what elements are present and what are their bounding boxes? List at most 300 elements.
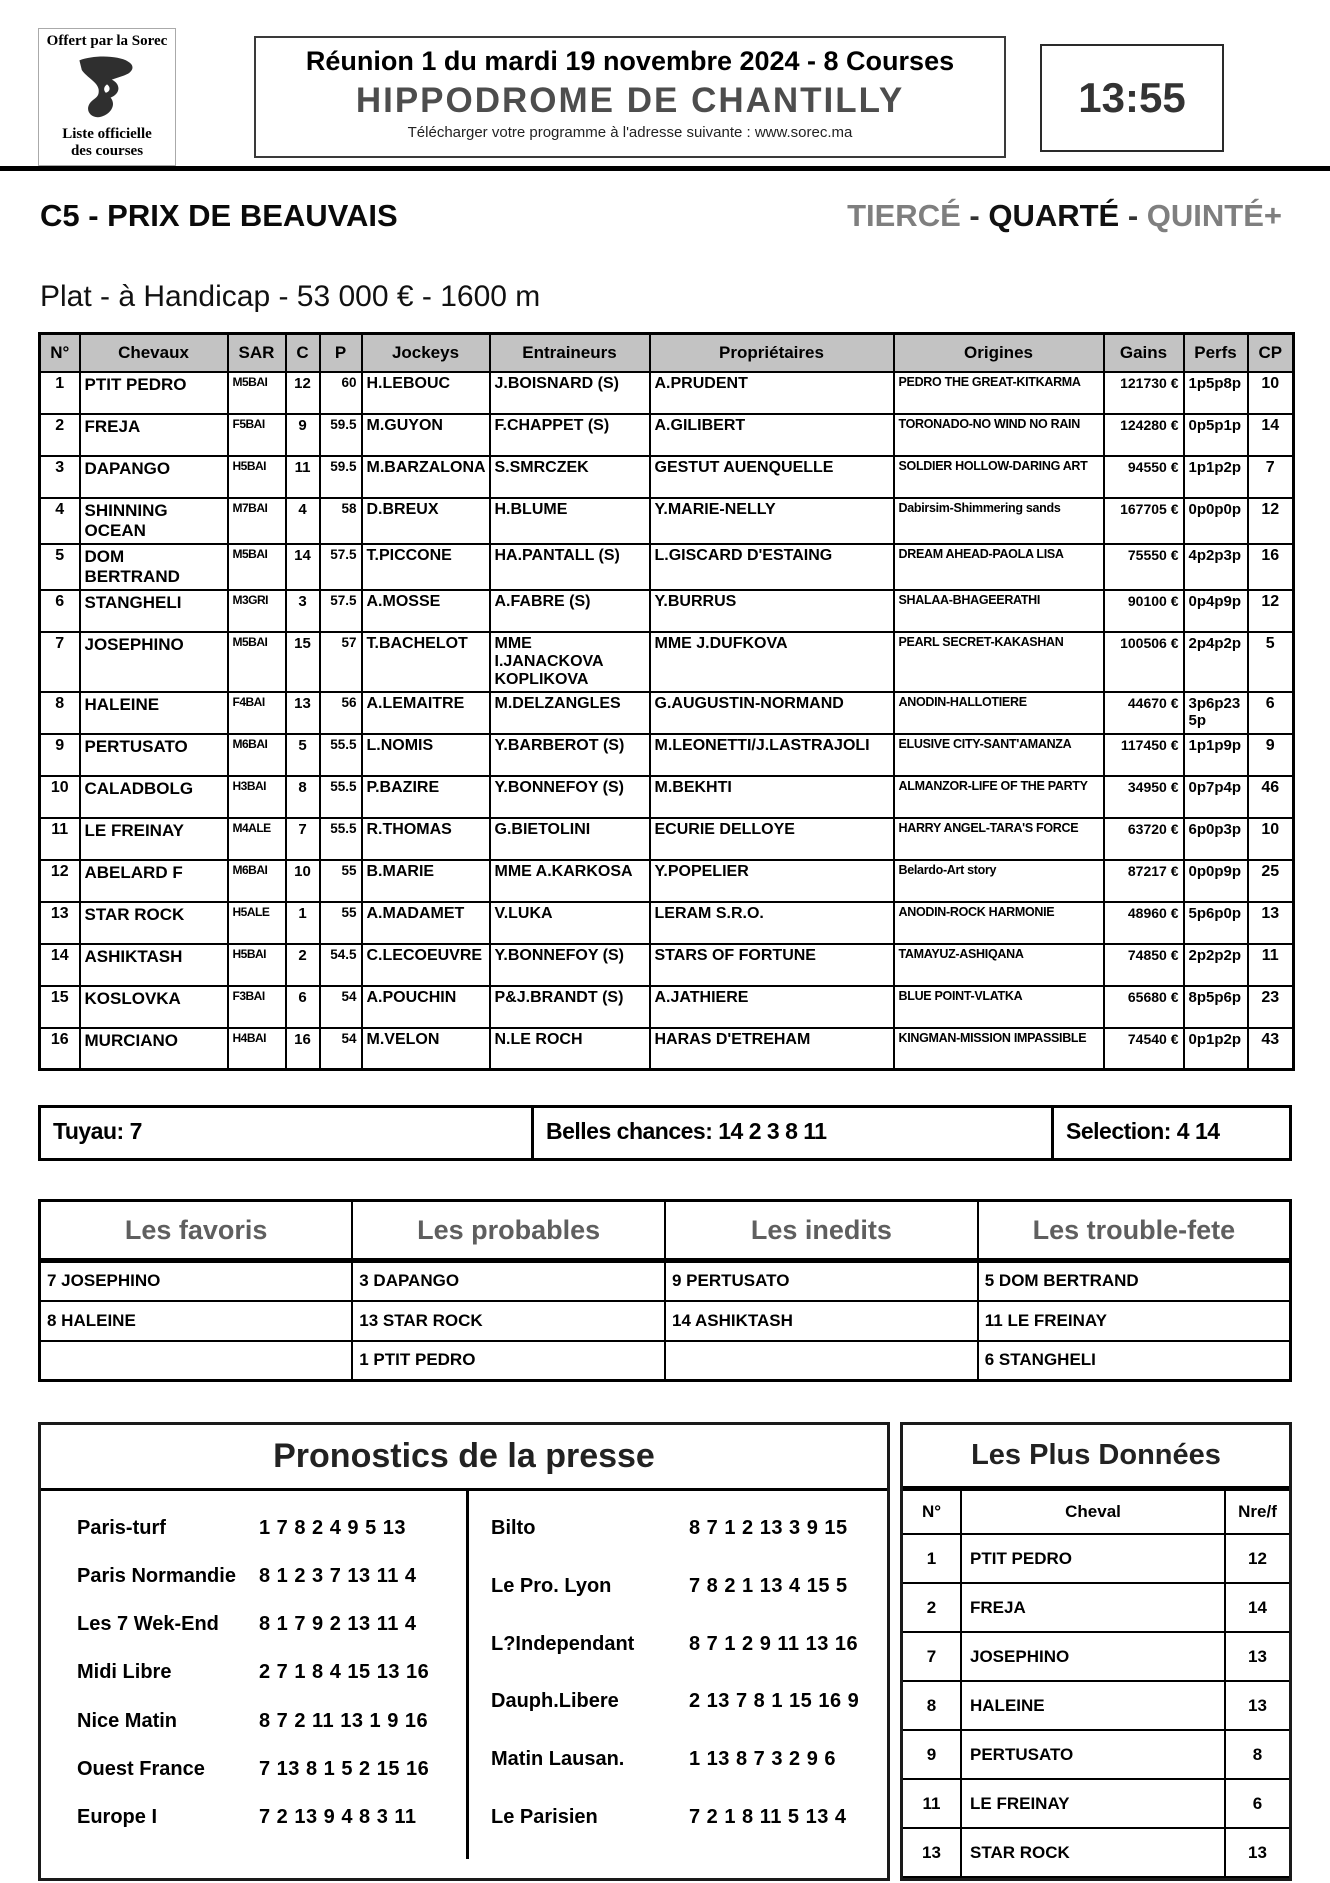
race-conditions: Plat - à Handicap - 53 000 € - 1600 m (40, 280, 541, 313)
pick-cell: 11 LE FREINAY (978, 1301, 1291, 1341)
given-col-count: Nre/f (1225, 1490, 1289, 1534)
runner-c: 15 (286, 632, 320, 692)
runner-trainer: Y.BONNEFOY (S) (490, 776, 650, 818)
runner-perfs: 1p1p9p (1184, 734, 1248, 776)
runner-sar: M6BAI (228, 734, 286, 776)
pick-cell: 14 ASHIKTASH (665, 1301, 978, 1341)
bet-type-quarte: QUARTÉ (988, 198, 1120, 233)
table-row (40, 1028, 1294, 1070)
table-row (903, 1632, 1289, 1681)
list-item (469, 1633, 887, 1656)
runner-trainer: F.CHAPPET (S) (490, 414, 650, 456)
runner-trainer: M.DELZANGLES (490, 692, 650, 734)
col-cp: CP (1248, 334, 1294, 372)
press-column-right (469, 1491, 887, 1859)
runner-horse-name: JOSEPHINO (80, 632, 228, 692)
runner-cp: 25 (1248, 860, 1294, 902)
runner-cp: 11 (1248, 944, 1294, 986)
press-picks-numbers: 7 8 2 1 13 4 15 5 (689, 1574, 848, 1597)
runner-gains: 65680 € (1104, 986, 1184, 1028)
runner-perfs: 1p1p2p (1184, 456, 1248, 498)
given-horse-name: HALEINE (961, 1681, 1225, 1730)
pick-cell: 6 STANGHELI (978, 1341, 1291, 1381)
runner-trainer: HA.PANTALL (S) (490, 544, 650, 590)
tip-belles-chances: Belles chances: 14 2 3 8 11 (531, 1108, 1051, 1158)
runner-perfs: 2p4p2p (1184, 632, 1248, 692)
runner-owner: M.LEONETTI/J.LASTRAJOLI (650, 734, 894, 776)
runner-weight: 54 (320, 986, 362, 1028)
table-row (40, 818, 1294, 860)
runner-weight: 55 (320, 902, 362, 944)
runner-sar: M3GRI (228, 590, 286, 632)
runner-gains: 34950 € (1104, 776, 1184, 818)
runner-c: 5 (286, 734, 320, 776)
runner-jockey: H.LEBOUC (362, 372, 490, 414)
runner-weight: 55 (320, 860, 362, 902)
runner-owner: Y.POPELIER (650, 860, 894, 902)
col-horses: Chevaux (80, 334, 228, 372)
runner-trainer: Y.BONNEFOY (S) (490, 944, 650, 986)
table-row (903, 1730, 1289, 1779)
runner-owner: M.BEKHTI (650, 776, 894, 818)
given-horse-name: JOSEPHINO (961, 1632, 1225, 1681)
runner-gains: 74850 € (1104, 944, 1184, 986)
press-source-name: Bilto (491, 1517, 536, 1539)
runner-perfs: 3p6p235p (1184, 692, 1248, 734)
table-row (40, 692, 1294, 734)
press-picks-numbers: 2 7 1 8 4 15 13 16 (259, 1661, 430, 1684)
press-source-name: Le Parisien (491, 1805, 598, 1828)
bet-types (847, 198, 1282, 234)
runner-weight: 55.5 (320, 818, 362, 860)
sorec-logo (38, 28, 176, 166)
runner-number: 3 (40, 456, 80, 498)
runner-sar: M7BAI (228, 498, 286, 544)
given-horse-name: PERTUSATO (961, 1730, 1225, 1779)
runner-jockey: C.LECOEUVRE (362, 944, 490, 986)
runner-sar: F5BAI (228, 414, 286, 456)
runner-trainer: MME A.KARKOSA (490, 860, 650, 902)
runner-jockey: M.GUYON (362, 414, 490, 456)
given-count: 8 (1225, 1730, 1289, 1779)
runner-origins: BLUE POINT-VLATKA (894, 986, 1104, 1028)
table-row (40, 498, 1294, 544)
col-c: C (286, 334, 320, 372)
col-jockeys: Jockeys (362, 334, 490, 372)
bet-separator-2: - (1119, 198, 1147, 233)
runner-gains: 44670 € (1104, 692, 1184, 734)
press-source-name: Ouest France (77, 1757, 205, 1780)
runner-number: 9 (40, 734, 80, 776)
runner-sar: M5BAI (228, 372, 286, 414)
runner-origins: ANODIN-HALLOTIERE (894, 692, 1104, 734)
runner-weight: 57.5 (320, 544, 362, 590)
runner-owner: ECURIE DELLOYE (650, 818, 894, 860)
given-count: 13 (1225, 1828, 1289, 1877)
given-count: 12 (1225, 1534, 1289, 1583)
runner-origins: Belardo-Art story (894, 860, 1104, 902)
table-row (903, 1681, 1289, 1730)
given-horse-number: 11 (903, 1779, 961, 1828)
pick-cell: 1 PTIT PEDRO (352, 1341, 665, 1381)
table-row (40, 944, 1294, 986)
runner-owner: Y.MARIE-NELLY (650, 498, 894, 544)
press-picks-numbers: 7 13 8 1 5 2 15 16 (259, 1757, 430, 1780)
tip-selection: Selection: 4 14 (1051, 1108, 1289, 1158)
runner-c: 1 (286, 902, 320, 944)
given-horse-number: 1 (903, 1534, 961, 1583)
runner-trainer: MME I.JANACKOVA KOPLIKOVA (490, 632, 650, 692)
table-row (40, 986, 1294, 1028)
runner-horse-name: PERTUSATO (80, 734, 228, 776)
given-horse-name: LE FREINAY (961, 1779, 1225, 1828)
pick-cell: 9 PERTUSATO (665, 1261, 978, 1301)
runner-jockey: B.MARIE (362, 860, 490, 902)
col-number: N° (40, 334, 80, 372)
given-count: 13 (1225, 1681, 1289, 1730)
runner-owner: HARAS D'ETREHAM (650, 1028, 894, 1070)
race-time-box (1040, 44, 1224, 152)
runner-jockey: A.MOSSE (362, 590, 490, 632)
col-p: P (320, 334, 362, 372)
runner-sar: H3BAI (228, 776, 286, 818)
runner-perfs: 0p0p0p (1184, 498, 1248, 544)
table-row (40, 860, 1294, 902)
runner-perfs: 0p0p9p (1184, 860, 1248, 902)
press-picks-numbers: 8 7 2 11 13 1 9 16 (259, 1709, 429, 1732)
runner-c: 7 (286, 818, 320, 860)
table-row (903, 1534, 1289, 1583)
runner-origins: HARRY ANGEL-TARA'S FORCE (894, 818, 1104, 860)
runner-weight: 57 (320, 632, 362, 692)
list-item (469, 1748, 887, 1771)
press-picks-numbers: 8 7 1 2 13 3 9 15 (689, 1517, 848, 1539)
runner-origins: ANODIN-ROCK HARMONIE (894, 902, 1104, 944)
table-row (40, 1261, 1291, 1301)
table-row (40, 590, 1294, 632)
runner-weight: 59.5 (320, 414, 362, 456)
runner-perfs: 4p2p3p (1184, 544, 1248, 590)
runner-origins: TAMAYUZ-ASHIQANA (894, 944, 1104, 986)
runner-jockey: D.BREUX (362, 498, 490, 544)
runner-gains: 121730 € (1104, 372, 1184, 414)
runner-perfs: 0p7p4p (1184, 776, 1248, 818)
given-col-horse: Cheval (961, 1490, 1225, 1534)
runner-origins: ALMANZOR-LIFE OF THE PARTY (894, 776, 1104, 818)
pick-cell: 3 DAPANGO (352, 1261, 665, 1301)
runner-number: 5 (40, 544, 80, 590)
given-horse-number: 13 (903, 1828, 961, 1877)
runner-trainer: N.LE ROCH (490, 1028, 650, 1070)
table-row (40, 776, 1294, 818)
runner-owner: A.JATHIERE (650, 986, 894, 1028)
list-item (469, 1517, 887, 1540)
table-row (40, 544, 1294, 590)
meeting-title: Réunion 1 du mardi 19 novembre 2024 - 8 Courses (305, 46, 955, 76)
press-picks-numbers: 1 7 8 2 4 9 5 13 (259, 1517, 407, 1539)
picks-table (38, 1199, 1292, 1382)
runner-origins: PEDRO THE GREAT-KITKARMA (894, 372, 1104, 414)
runner-cp: 12 (1248, 590, 1294, 632)
picks-col-inedits: Les inedits (665, 1201, 978, 1261)
runner-trainer: S.SMRCZEK (490, 456, 650, 498)
race-title: C5 - PRIX DE BEAUVAIS (40, 198, 398, 233)
tip-tuyau: Tuyau: 7 (53, 1118, 142, 1144)
pick-cell (665, 1341, 978, 1381)
runner-weight: 57.5 (320, 590, 362, 632)
runner-sar: F4BAI (228, 692, 286, 734)
given-count: 13 (1225, 1632, 1289, 1681)
runner-gains: 63720 € (1104, 818, 1184, 860)
press-picks-numbers: 8 1 2 3 7 13 11 4 (259, 1565, 417, 1588)
runner-c: 12 (286, 372, 320, 414)
race-title-row (40, 198, 1282, 234)
runner-sar: M6BAI (228, 860, 286, 902)
runner-number: 11 (40, 818, 80, 860)
table-row (40, 456, 1294, 498)
table-row (40, 632, 1294, 692)
runner-horse-name: HALEINE (80, 692, 228, 734)
list-item (41, 1565, 466, 1588)
runner-jockey: A.POUCHIN (362, 986, 490, 1028)
col-owners: Propriétaires (650, 334, 894, 372)
runner-perfs: 0p5p1p (1184, 414, 1248, 456)
race-time: 13:55 (1078, 74, 1186, 121)
press-source-name: Paris-turf (77, 1517, 166, 1539)
runners-table (38, 332, 1295, 1071)
runner-gains: 100506 € (1104, 632, 1184, 692)
press-columns (41, 1491, 887, 1859)
runner-perfs: 2p2p2p (1184, 944, 1248, 986)
pick-cell: 7 JOSEPHINO (40, 1261, 353, 1301)
runner-cp: 10 (1248, 818, 1294, 860)
list-item (41, 1806, 466, 1829)
runner-number: 16 (40, 1028, 80, 1070)
runner-trainer: V.LUKA (490, 902, 650, 944)
runner-perfs: 1p5p8p (1184, 372, 1248, 414)
bet-type-quinte: QUINTÉ+ (1146, 198, 1282, 233)
col-perfs: Perfs (1184, 334, 1248, 372)
bet-type-tierce: TIERCÉ (847, 198, 961, 233)
runner-jockey: R.THOMAS (362, 818, 490, 860)
runner-owner: MME J.DUFKOVA (650, 632, 894, 692)
runner-owner: GESTUT AUENQUELLE (650, 456, 894, 498)
runner-perfs: 5p6p0p (1184, 902, 1248, 944)
runner-owner: A.GILIBERT (650, 414, 894, 456)
press-source-name: Les 7 Wek-End (77, 1613, 219, 1636)
table-row (903, 1828, 1289, 1877)
runner-cp: 23 (1248, 986, 1294, 1028)
runner-trainer: Y.BARBEROT (S) (490, 734, 650, 776)
runner-jockey: M.VELON (362, 1028, 490, 1070)
runner-sar: H5BAI (228, 456, 286, 498)
hippodrome-name: HIPPODROME DE CHANTILLY (355, 81, 905, 120)
pick-cell: 5 DOM BERTRAND (978, 1261, 1291, 1301)
runner-horse-name: KOSLOVKA (80, 986, 228, 1028)
runner-weight: 55.5 (320, 734, 362, 776)
pick-cell (40, 1341, 353, 1381)
table-row (40, 372, 1294, 414)
runner-owner: L.GISCARD D'ESTAING (650, 544, 894, 590)
runner-c: 8 (286, 776, 320, 818)
runner-jockey: T.BACHELOT (362, 632, 490, 692)
press-picks-numbers: 1 13 8 7 3 2 9 6 (689, 1748, 837, 1771)
runner-origins: SOLDIER HOLLOW-DARING ART (894, 456, 1104, 498)
logo-caption-bottom1: Liste officielle (62, 126, 152, 142)
runner-number: 14 (40, 944, 80, 986)
runner-cp: 46 (1248, 776, 1294, 818)
press-source-name: Nice Matin (77, 1709, 178, 1732)
tips-bar (38, 1105, 1292, 1161)
runner-cp: 43 (1248, 1028, 1294, 1070)
runner-horse-name: DAPANGO (80, 456, 228, 498)
runner-gains: 74540 € (1104, 1028, 1184, 1070)
col-trainers: Entraineurs (490, 334, 650, 372)
press-column-left (41, 1491, 469, 1859)
col-sar: SAR (228, 334, 286, 372)
runner-trainer: P&J.BRANDT (S) (490, 986, 650, 1028)
most-given-box (900, 1422, 1292, 1881)
table-row (903, 1779, 1289, 1828)
picks-body (40, 1261, 1291, 1381)
runner-weight: 58 (320, 498, 362, 544)
logo-caption-bottom2: des courses (70, 143, 144, 160)
runner-number: 7 (40, 632, 80, 692)
runner-horse-name: FREJA (80, 414, 228, 456)
runner-gains: 117450 € (1104, 734, 1184, 776)
runner-number: 6 (40, 590, 80, 632)
given-horse-name: STAR ROCK (961, 1828, 1225, 1877)
runner-number: 15 (40, 986, 80, 1028)
press-picks-numbers: 8 7 1 2 9 11 13 16 (689, 1632, 859, 1655)
given-horse-number: 2 (903, 1583, 961, 1632)
runner-jockey: L.NOMIS (362, 734, 490, 776)
press-forecasts-box (38, 1422, 890, 1881)
bottom-section (38, 1422, 1292, 1881)
runner-horse-name: ASHIKTASH (80, 944, 228, 986)
runner-perfs: 0p1p2p (1184, 1028, 1248, 1070)
runner-horse-name: STANGHELI (80, 590, 228, 632)
download-note: Télécharger votre programme à l'adresse suivante : www.sorec.ma (407, 124, 853, 141)
col-gains: Gains (1104, 334, 1184, 372)
given-horse-name: PTIT PEDRO (961, 1534, 1225, 1583)
meeting-title-box (254, 36, 1006, 158)
press-source-name: Matin Lausan. (491, 1748, 625, 1771)
runner-cp: 9 (1248, 734, 1294, 776)
runner-origins: ELUSIVE CITY-SANT'AMANZA (894, 734, 1104, 776)
list-item (41, 1613, 466, 1636)
press-source-name: Dauph.Libere (491, 1690, 619, 1713)
runner-horse-name: LE FREINAY (80, 818, 228, 860)
runner-weight: 59.5 (320, 456, 362, 498)
runner-cp: 16 (1248, 544, 1294, 590)
runner-origins: PEARL SECRET-KAKASHAN (894, 632, 1104, 692)
runner-sar: M5BAI (228, 632, 286, 692)
runner-trainer: H.BLUME (490, 498, 650, 544)
runner-sar: M5BAI (228, 544, 286, 590)
runner-weight: 56 (320, 692, 362, 734)
list-item (41, 1710, 466, 1733)
runner-owner: A.PRUDENT (650, 372, 894, 414)
press-title: Pronostics de la presse (41, 1425, 887, 1491)
runner-sar: H4BAI (228, 1028, 286, 1070)
runner-jockey: A.MADAMET (362, 902, 490, 944)
page-header (0, 0, 1330, 172)
runner-horse-name: MURCIANO (80, 1028, 228, 1070)
runner-cp: 7 (1248, 456, 1294, 498)
most-given-title: Les Plus Données (903, 1425, 1289, 1489)
most-given-header-row (903, 1490, 1289, 1534)
picks-col-favoris: Les favoris (40, 1201, 353, 1261)
runner-horse-name: PTIT PEDRO (80, 372, 228, 414)
header-divider (0, 166, 1330, 171)
runner-sar: H5BAI (228, 944, 286, 986)
runner-c: 16 (286, 1028, 320, 1070)
list-item (41, 1758, 466, 1781)
runner-jockey: A.LEMAITRE (362, 692, 490, 734)
given-horse-number: 8 (903, 1681, 961, 1730)
table-row (40, 1341, 1291, 1381)
table-row (40, 414, 1294, 456)
runner-c: 10 (286, 860, 320, 902)
runner-origins: Dabirsim-Shimmering sands (894, 498, 1104, 544)
runner-c: 3 (286, 590, 320, 632)
pick-cell: 8 HALEINE (40, 1301, 353, 1341)
press-picks-numbers: 7 2 13 9 4 8 3 11 (259, 1805, 417, 1828)
table-row (903, 1583, 1289, 1632)
runner-number: 10 (40, 776, 80, 818)
runner-weight: 54.5 (320, 944, 362, 986)
runner-origins: SHALAA-BHAGEERATHI (894, 590, 1104, 632)
runner-perfs: 0p4p9p (1184, 590, 1248, 632)
runner-gains: 94550 € (1104, 456, 1184, 498)
list-item (41, 1517, 466, 1540)
runner-number: 8 (40, 692, 80, 734)
list-item (469, 1690, 887, 1713)
bet-separator-1: - (960, 198, 989, 233)
runner-c: 14 (286, 544, 320, 590)
table-row (40, 902, 1294, 944)
given-count: 14 (1225, 1583, 1289, 1632)
runner-horse-name: STAR ROCK (80, 902, 228, 944)
runner-jockey: M.BARZALONA (362, 456, 490, 498)
runner-number: 1 (40, 372, 80, 414)
runner-sar: M4ALE (228, 818, 286, 860)
runner-cp: 14 (1248, 414, 1294, 456)
runner-number: 2 (40, 414, 80, 456)
runner-cp: 12 (1248, 498, 1294, 544)
runner-gains: 124280 € (1104, 414, 1184, 456)
runner-owner: G.AUGUSTIN-NORMAND (650, 692, 894, 734)
list-item (41, 1661, 466, 1684)
runner-c: 13 (286, 692, 320, 734)
press-source-name: Midi Libre (77, 1661, 172, 1684)
runner-sar: H5ALE (228, 902, 286, 944)
given-horse-number: 9 (903, 1730, 961, 1779)
runner-trainer: A.FABRE (S) (490, 590, 650, 632)
runner-jockey: P.BAZIRE (362, 776, 490, 818)
press-source-name: L?Independant (491, 1632, 635, 1655)
given-horse-number: 7 (903, 1632, 961, 1681)
given-count: 6 (1225, 1779, 1289, 1828)
runners-header-row (40, 334, 1294, 372)
runner-number: 4 (40, 498, 80, 544)
runner-weight: 60 (320, 372, 362, 414)
picks-col-probables: Les probables (352, 1201, 665, 1261)
given-horse-name: FREJA (961, 1583, 1225, 1632)
list-item (469, 1806, 887, 1829)
runner-c: 4 (286, 498, 320, 544)
